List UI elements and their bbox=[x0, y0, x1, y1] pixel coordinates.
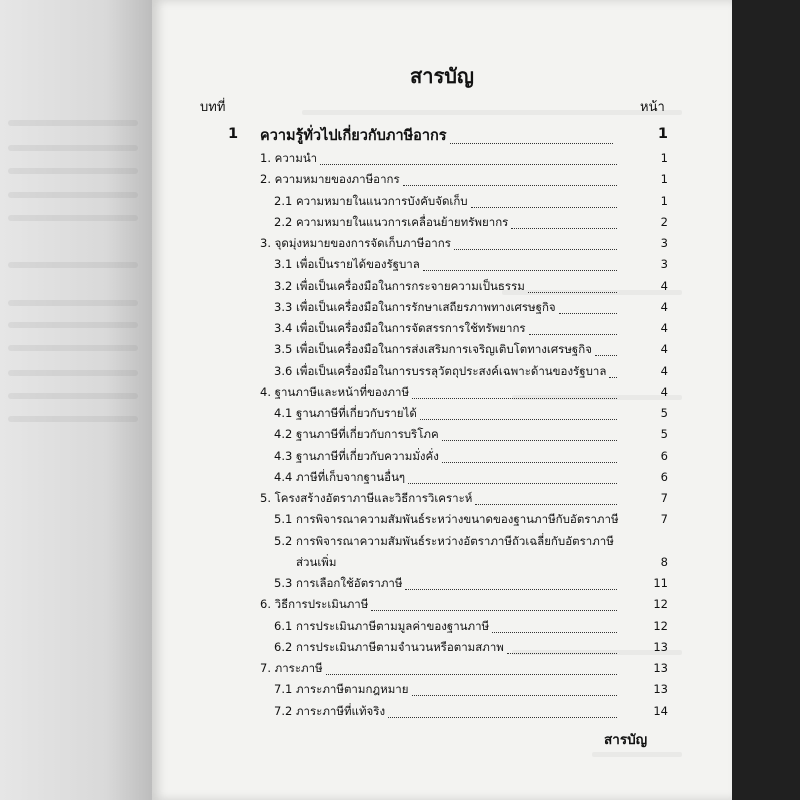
toc-entry-text: 4.1 ฐานภาษีที่เกี่ยวกับรายได้ bbox=[274, 406, 417, 420]
toc-section-row bbox=[260, 171, 620, 189]
bleed-through-line bbox=[8, 393, 138, 399]
toc-section-row bbox=[260, 596, 620, 614]
toc-entry-text: 2.2 ความหมายในแนวการเคลื่อนย้ายทรัพยากร bbox=[274, 214, 509, 229]
toc-entry-page: 3 bbox=[660, 236, 668, 250]
toc-entry-text: 3.1 เพื่อเป็นรายได้ของรัฐบาล bbox=[274, 257, 420, 272]
toc-entry-text: 5.3 การเลือกใช้อัตราภาษี bbox=[274, 576, 403, 590]
toc-entry-page: 11 bbox=[653, 576, 668, 590]
toc-entry-page: 4 bbox=[660, 321, 668, 335]
toc-entry-page: 12 bbox=[653, 597, 668, 612]
toc-subsection-row bbox=[274, 341, 620, 359]
toc-subsection-row bbox=[274, 363, 620, 381]
toc-subsection-row bbox=[274, 256, 620, 274]
toc-entry-page: 5 bbox=[660, 427, 668, 442]
toc-entry-page: 6 bbox=[660, 448, 668, 463]
toc-entry-page: 1 bbox=[660, 172, 668, 187]
toc-entry-page: 4 bbox=[660, 363, 668, 378]
toc-entry-page: 4 bbox=[660, 384, 668, 399]
toc-entry-text: 4.2 ฐานภาษีที่เกี่ยวกับการบริโภค bbox=[274, 427, 439, 442]
dot-leader bbox=[511, 228, 617, 229]
toc-subsection-row bbox=[274, 405, 620, 423]
toc-entry-page: 1 bbox=[660, 151, 668, 165]
dot-leader bbox=[405, 589, 617, 590]
bleed-through-line bbox=[8, 370, 138, 376]
toc-entry-text: 3.5 เพื่อเป็นเครื่องมือในการส่งเสริมการเจริญเติบโตทางเศรษฐกิจ bbox=[274, 342, 592, 357]
toc-section-row bbox=[260, 150, 620, 168]
chapter-page: 1 bbox=[657, 126, 668, 142]
toc-entry-page: 13 bbox=[653, 639, 668, 654]
chapter-number: 1 bbox=[228, 126, 239, 142]
toc-subsection-row bbox=[274, 469, 620, 487]
toc-entry-text: 1. ความนำ bbox=[260, 151, 318, 165]
dot-leader bbox=[528, 292, 617, 293]
dot-leader bbox=[408, 483, 617, 484]
running-footer: สารบัญ bbox=[604, 732, 648, 748]
toc-entry-text: 3. จุดมุ่งหมายของการจัดเก็บภาษีอากร bbox=[260, 236, 451, 250]
toc-entry-text: 2.1 ความหมายในแนวการบังคับจัดเก็บ bbox=[274, 193, 468, 208]
toc-subsection-row bbox=[274, 618, 620, 636]
dark-background bbox=[732, 0, 800, 800]
toc-entry-text: 5.1 การพิจารณาความสัมพันธ์ระหว่างขนาดของฐานภาษีกับอัตราภาษี bbox=[274, 512, 619, 527]
bleed-through-line bbox=[8, 215, 138, 221]
bleed-through-line bbox=[8, 120, 138, 126]
toc-entry-text: 4.4 ภาษีที่เก็บจากฐานอื่นๆ bbox=[274, 469, 406, 484]
toc-entry-page: 4 bbox=[660, 299, 668, 314]
toc-subsection-row bbox=[274, 511, 620, 529]
dot-leader bbox=[454, 249, 617, 250]
toc-entry-page: 8 bbox=[660, 554, 668, 569]
toc-entry-text: 7. ภาระภาษี bbox=[260, 661, 323, 675]
page-title: สารบัญ bbox=[410, 64, 474, 88]
toc-entry-page: 3 bbox=[660, 257, 668, 272]
toc-subsection-row bbox=[274, 639, 620, 657]
toc-subsection-row bbox=[274, 320, 620, 338]
bleed-through-line bbox=[302, 110, 682, 115]
bleed-through-line bbox=[8, 145, 138, 151]
dot-leader bbox=[595, 355, 617, 356]
left-page bbox=[0, 0, 152, 800]
chapter-column-header: บทที่ bbox=[200, 100, 226, 115]
toc-entry-page: 13 bbox=[653, 661, 668, 675]
dot-leader bbox=[492, 632, 617, 633]
bleed-through-line bbox=[592, 752, 682, 757]
toc-section-row bbox=[260, 235, 620, 253]
dot-leader bbox=[388, 717, 617, 718]
toc-entry-continuation-row bbox=[296, 554, 620, 572]
toc-entry-page: 14 bbox=[653, 703, 668, 718]
toc-entry-page: 2 bbox=[660, 214, 668, 229]
dot-leader bbox=[529, 334, 617, 335]
dot-leader bbox=[326, 674, 617, 675]
toc-entry-page: 7 bbox=[660, 512, 668, 527]
toc-entry-text: 6. วิธีการประเมินภาษี bbox=[260, 597, 369, 612]
toc-entry-text: 7.1 ภาระภาษีตามกฎหมาย bbox=[274, 682, 409, 697]
bleed-through-line bbox=[8, 345, 138, 351]
toc-entry-page: 6 bbox=[660, 469, 668, 484]
toc-subsection-row bbox=[274, 448, 620, 466]
toc-page bbox=[152, 0, 732, 800]
toc-entry-text: 5. โครงสร้างอัตราภาษีและวิธีการวิเคราะห์ bbox=[260, 491, 473, 505]
toc-entry-continuation: ส่วนเพิ่ม bbox=[296, 554, 337, 569]
dot-leader bbox=[450, 143, 613, 144]
toc-entry-page: 4 bbox=[660, 342, 668, 357]
toc-entry-text: 4. ฐานภาษีและหน้าที่ของภาษี bbox=[260, 384, 410, 399]
toc-entry-page: 4 bbox=[660, 278, 668, 293]
bleed-through-line bbox=[8, 416, 138, 422]
bleed-through-line bbox=[8, 192, 138, 198]
chapter-title-row bbox=[260, 124, 616, 147]
dot-leader bbox=[412, 398, 617, 399]
chapter-title: ความรู้ทั่วไปเกี่ยวกับภาษีอากร bbox=[260, 128, 447, 144]
toc-entry-text: 6.1 การประเมินภาษีตามมูลค่าของฐานภาษี bbox=[274, 618, 490, 633]
toc-subsection-row bbox=[274, 426, 620, 444]
toc-entry-text: 2. ความหมายของภาษีอากร bbox=[260, 172, 400, 187]
toc-section-row bbox=[260, 490, 620, 508]
dot-leader bbox=[475, 504, 617, 505]
toc-entry-page: 5 bbox=[660, 406, 668, 420]
toc-subsection-row bbox=[274, 703, 620, 721]
dot-leader bbox=[320, 164, 617, 165]
toc-subsection-row bbox=[274, 681, 620, 699]
dot-leader bbox=[371, 610, 617, 611]
page-column-header: หน้า bbox=[640, 100, 665, 115]
toc-entry-page: 13 bbox=[653, 682, 668, 697]
toc-entry-text: 3.6 เพื่อเป็นเครื่องมือในการบรรลุวัตถุประสงค์เฉพาะด้านของรัฐบาล bbox=[274, 363, 607, 378]
dot-leader bbox=[507, 653, 617, 654]
toc-entry-page: 1 bbox=[660, 193, 668, 208]
toc-section-row bbox=[260, 660, 620, 678]
toc-entry-text: 5.2 การพิจารณาความสัมพันธ์ระหว่างอัตราภาษีถัวเฉลี่ยกับอัตราภาษี bbox=[274, 533, 614, 548]
toc-entry-text: 3.3 เพื่อเป็นเครื่องมือในการรักษาเสถียรภาพทางเศรษฐกิจ bbox=[274, 299, 556, 314]
bleed-through-line bbox=[8, 322, 138, 328]
dot-leader bbox=[442, 440, 617, 441]
bleed-through-line bbox=[8, 262, 138, 268]
bleed-through-line bbox=[8, 300, 138, 306]
toc-entry-text: 3.4 เพื่อเป็นเครื่องมือในการจัดสรรการใช้ทรัพยากร bbox=[274, 321, 526, 335]
dot-leader bbox=[471, 207, 617, 208]
dot-leader bbox=[420, 419, 617, 420]
toc-entry-text: 7.2 ภาระภาษีที่แท้จริง bbox=[274, 703, 386, 718]
toc-subsection-row bbox=[274, 278, 620, 296]
toc-subsection-row bbox=[274, 533, 620, 551]
toc-section-row bbox=[260, 384, 620, 402]
toc-entry-text: 3.2 เพื่อเป็นเครื่องมือในการกระจายความเป็นธรรม bbox=[274, 278, 525, 293]
toc-entry-page: 12 bbox=[653, 618, 668, 633]
toc-entry-text: 6.2 การประเมินภาษีตามจำนวนหรือตามสภาพ bbox=[274, 639, 504, 654]
toc-subsection-row bbox=[274, 575, 620, 593]
toc-entry-text: 4.3 ฐานภาษีที่เกี่ยวกับความมั่งคั่ง bbox=[274, 448, 439, 463]
dot-leader bbox=[442, 462, 617, 463]
dot-leader bbox=[412, 695, 617, 696]
dot-leader bbox=[559, 313, 617, 314]
dot-leader bbox=[403, 185, 617, 186]
toc-entry-page: 7 bbox=[660, 491, 668, 505]
dot-leader bbox=[609, 377, 617, 378]
bleed-through-line bbox=[8, 168, 138, 174]
toc-subsection-row bbox=[274, 193, 620, 211]
toc-subsection-row bbox=[274, 299, 620, 317]
dot-leader bbox=[423, 270, 617, 271]
toc-subsection-row bbox=[274, 214, 620, 232]
